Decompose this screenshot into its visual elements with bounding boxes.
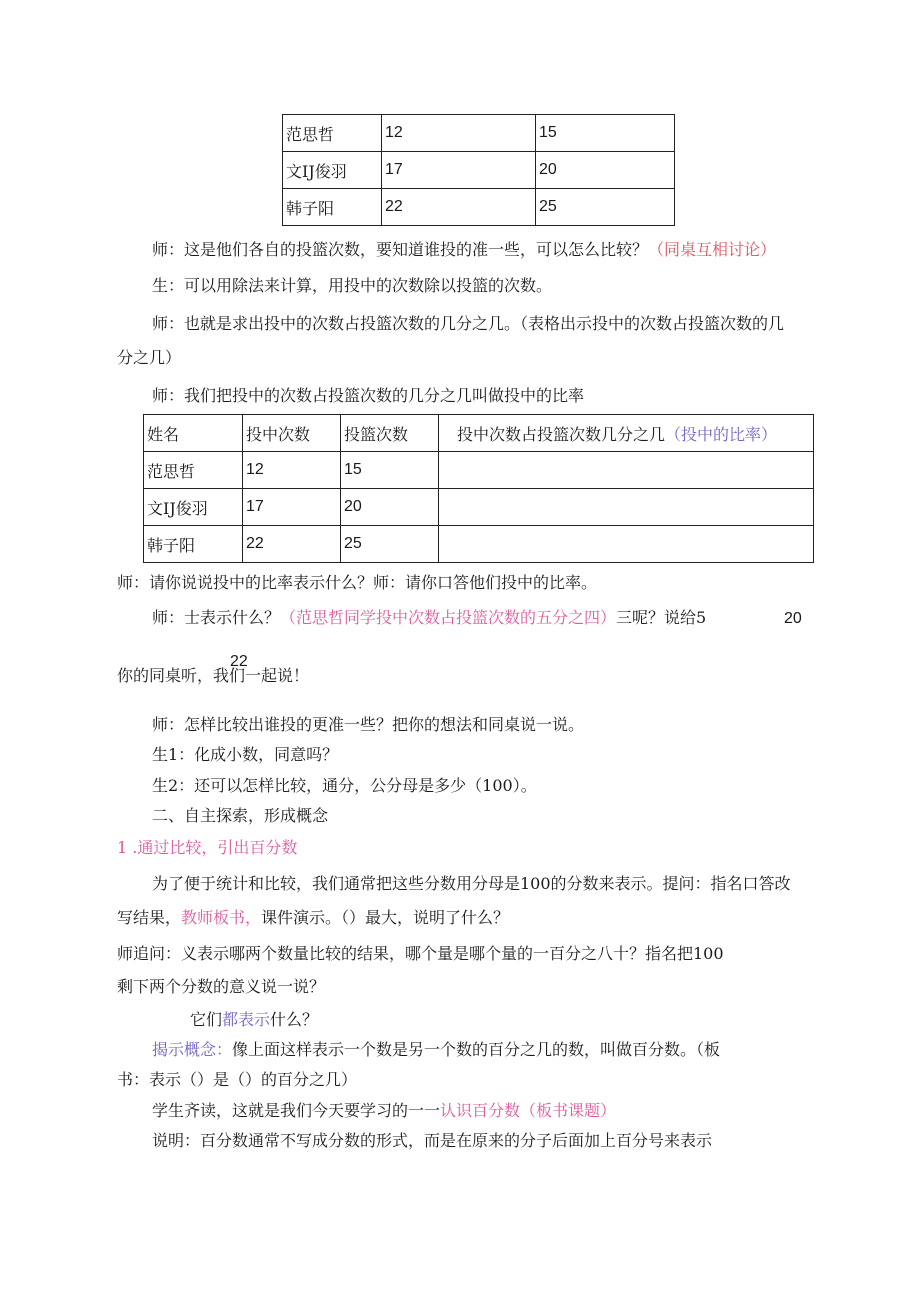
table-cell: 20 (341, 489, 439, 526)
table-header: 姓名 (144, 415, 243, 452)
text: 什么？ (270, 1010, 319, 1029)
table-cell: 22 (243, 526, 341, 563)
table-cell (439, 489, 814, 526)
table-cell: 文IJ俊羽 (283, 152, 382, 189)
paragraph: 说明：百分数通常不写成分数的形式，而是在原来的分子后面加上百分号来表示 (152, 1131, 713, 1150)
paragraph: 师：我们把投中的次数占投篮次数的几分之几叫做投中的比率 (152, 386, 585, 405)
fraction-number: 20 (784, 610, 802, 627)
header-note: （投中的比率） (665, 424, 778, 444)
paragraph: 生2：还可以怎样比较，通分，公分母是多少（100）。 (152, 776, 537, 795)
paragraph (152, 608, 706, 628)
text: 像上面这样表示一个数是另一个数的百分之几的数，叫做百分数。（板 (232, 1040, 721, 1059)
paragraph (117, 908, 509, 928)
header-text: 投中次数占投篮次数几分之几 (457, 424, 666, 444)
paragraph: 师：请你说说投中的比率表示什么？师：请你口答他们投中的比率。 (117, 573, 598, 592)
text: 课件演示。（）最大，说明了什么？ (261, 908, 510, 927)
note: （同桌互相讨论） (648, 240, 777, 259)
table-cell: 17 (243, 489, 341, 526)
note: 都表示 (222, 1010, 271, 1029)
paragraph: 书：表示（）是（）的百分之几） (117, 1070, 358, 1089)
table-cell: 韩子阳 (144, 526, 243, 563)
paragraph (152, 1101, 616, 1121)
note: 教师板书， (181, 908, 262, 927)
paragraph: 剩下两个分数的意义说一说？ (117, 977, 326, 996)
table-cell: 12 (243, 452, 341, 489)
scores-table-2 (143, 414, 814, 563)
table-cell: 韩子阳 (283, 189, 382, 226)
table-cell: 17 (382, 152, 536, 189)
text: 师：士表示什么？ (152, 608, 281, 627)
paragraph: 师：怎样比较出谁投的更准一些？把你的想法和同桌说一说。 (152, 715, 585, 734)
text: 三呢？说给5 (616, 608, 707, 627)
table-cell: 25 (536, 189, 675, 226)
section-heading: 二、自主探索，形成概念 (152, 806, 329, 825)
table-header: 投篮次数 (341, 415, 439, 452)
paragraph (190, 1010, 318, 1030)
text: 它们 (190, 1010, 223, 1029)
scores-table-1 (282, 114, 675, 226)
table-header: 投中次数 (243, 415, 341, 452)
note: 认识百分数（板书课题） (440, 1101, 617, 1120)
table-cell: 15 (536, 115, 675, 152)
table-header (439, 415, 814, 452)
table-cell: 范思哲 (144, 452, 243, 489)
note: 揭示概念： (152, 1040, 233, 1059)
table-cell: 范思哲 (283, 115, 382, 152)
paragraph: 师追问：义表示哪两个数量比较的结果，哪个量是哪个量的一百分之八十？指名把100 (117, 944, 724, 963)
table-cell: 文IJ俊羽 (144, 489, 243, 526)
paragraph (152, 240, 776, 260)
text: 学生齐读，这就是我们今天要学习的一一 (152, 1101, 441, 1120)
table-cell: 20 (536, 152, 675, 189)
text: 写结果， (117, 908, 182, 927)
paragraph: 生：可以用除法来计算，用投中的次数除以投篮的次数。 (152, 276, 553, 295)
paragraph: 生1：化成小数，同意吗？ (152, 745, 339, 764)
table-cell (439, 526, 814, 563)
paragraph: 为了便于统计和比较，我们通常把这些分数用分母是100的分数来表示。提问：指名口答改 (152, 874, 791, 893)
fraction-number: 22 (230, 653, 248, 670)
note: （范思哲同学投中次数占投篮次数的五分之四） (280, 608, 617, 627)
table-cell (439, 452, 814, 489)
subsection-heading: 1 .通过比较，引出百分数 (117, 838, 298, 857)
text: 师：这是他们各自的投篮次数，要知道谁投的准一些，可以怎么比较？ (152, 240, 649, 259)
paragraph (152, 1040, 720, 1060)
paragraph: 你的同桌听，我们一起说！ (117, 666, 310, 685)
table-cell: 15 (341, 452, 439, 489)
table-cell: 22 (382, 189, 536, 226)
paragraph: 师：也就是求出投中的次数占投篮次数的几分之几。（表格出示投中的次数占投篮次数的几 (152, 314, 785, 333)
table-cell: 25 (341, 526, 439, 563)
paragraph: 分之几） (117, 348, 182, 367)
table-cell: 12 (382, 115, 536, 152)
